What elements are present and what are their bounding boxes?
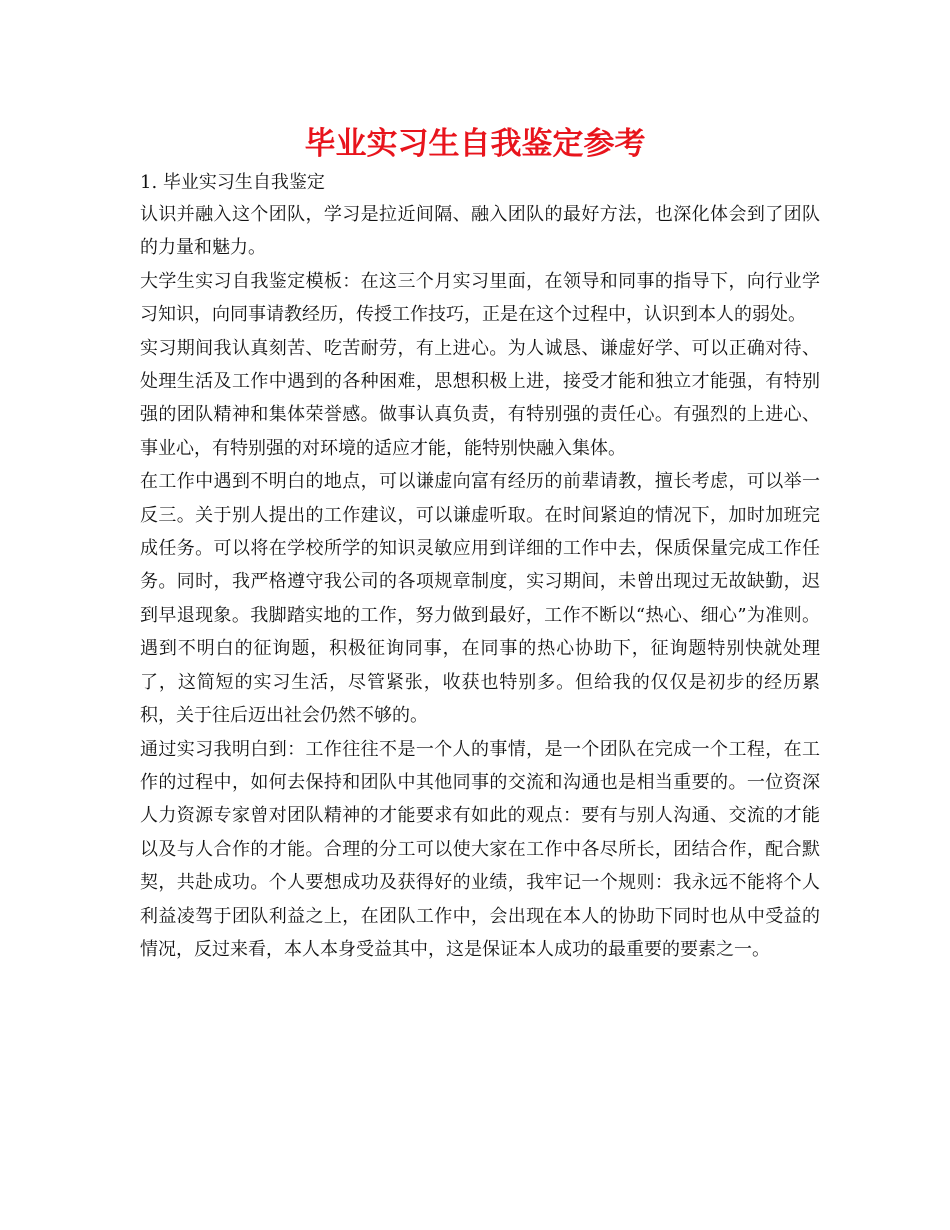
section-heading: 1. 毕业实习生自我鉴定 bbox=[140, 172, 325, 193]
paragraph-3: 实习期间我认真刻苦、吃苦耐劳，有上进心。为人诚恳、谦虚好学、可以正确对待、处理生活及工作中遇到的各种困难，思想积极上进，接受才能和独立才能强，有特别强的团队精神和集体荣誉感。做事认真负责，有特别强的责任心。有强烈的上进心、事业心，有特别强的对环境的适应才能，能特别快融入集体。 bbox=[140, 337, 820, 459]
paragraph-5: 通过实习我明白到：工作往往不是一个人的事情，是一个团队在完成一个工程，在工作的过程中，如何去保持和团队中其他同事的交流和沟通也是相当重要的。一位资深人力资源专家曾对团队精神的才能要求有如此的观点：要有与别人沟通、交流的才能以及与人合作的才能。合理的分工可以使大家在工作中各尽所长，团结合作，配合默契，共赴成功。个人要想成功及获得好的业绩，我牢记一个规则：我永远不能将个人利益凌驾于团队利益之上，在团队工作中，会出现在本人的协助下同时也从中受益的情况，反过来看，本人本身受益其中，这是保证本人成功的最重要的要素之一。 bbox=[140, 738, 820, 960]
document-body bbox=[140, 168, 820, 966]
paragraph-4: 在工作中遇到不明白的地点，可以谦虚向富有经历的前辈请教，擅长考虑，可以举一反三。关于别人提出的工作建议，可以谦虚听取。在时间紧迫的情况下，加时加班完成任务。可以将在学校所学的知识灵敏应用到详细的工作中去，保质保量完成工作任务。同时，我严格遵守我公司的各项规章制度，实习期间，未曾出现过无故缺勤，迟到早退现象。我脚踏实地的工作，努力做到最好，工作不断以“热心、细心”为准则。遇到不明白的征询题，积极征询同事，在同事的热心协助下，征询题特别快就处理了，这简短的实习生活，尽管紧张，收获也特别多。但给我的仅仅是初步的经历累积，关于往后迈出社会仍然不够的。 bbox=[140, 471, 820, 727]
paragraph-2: 大学生实习自我鉴定模板：在这三个月实习里面，在领导和同事的指导下，向行业学习知识，向同事请教经历，传授工作技巧，正是在这个过程中，认识到本人的弱处。 bbox=[140, 270, 820, 326]
paragraph-1: 认识并融入这个团队，学习是拉近间隔、融入团队的最好方法，也深化体会到了团队的力量和魅力。 bbox=[140, 204, 820, 259]
document-title: 毕业实习生自我鉴定参考 bbox=[304, 126, 646, 162]
